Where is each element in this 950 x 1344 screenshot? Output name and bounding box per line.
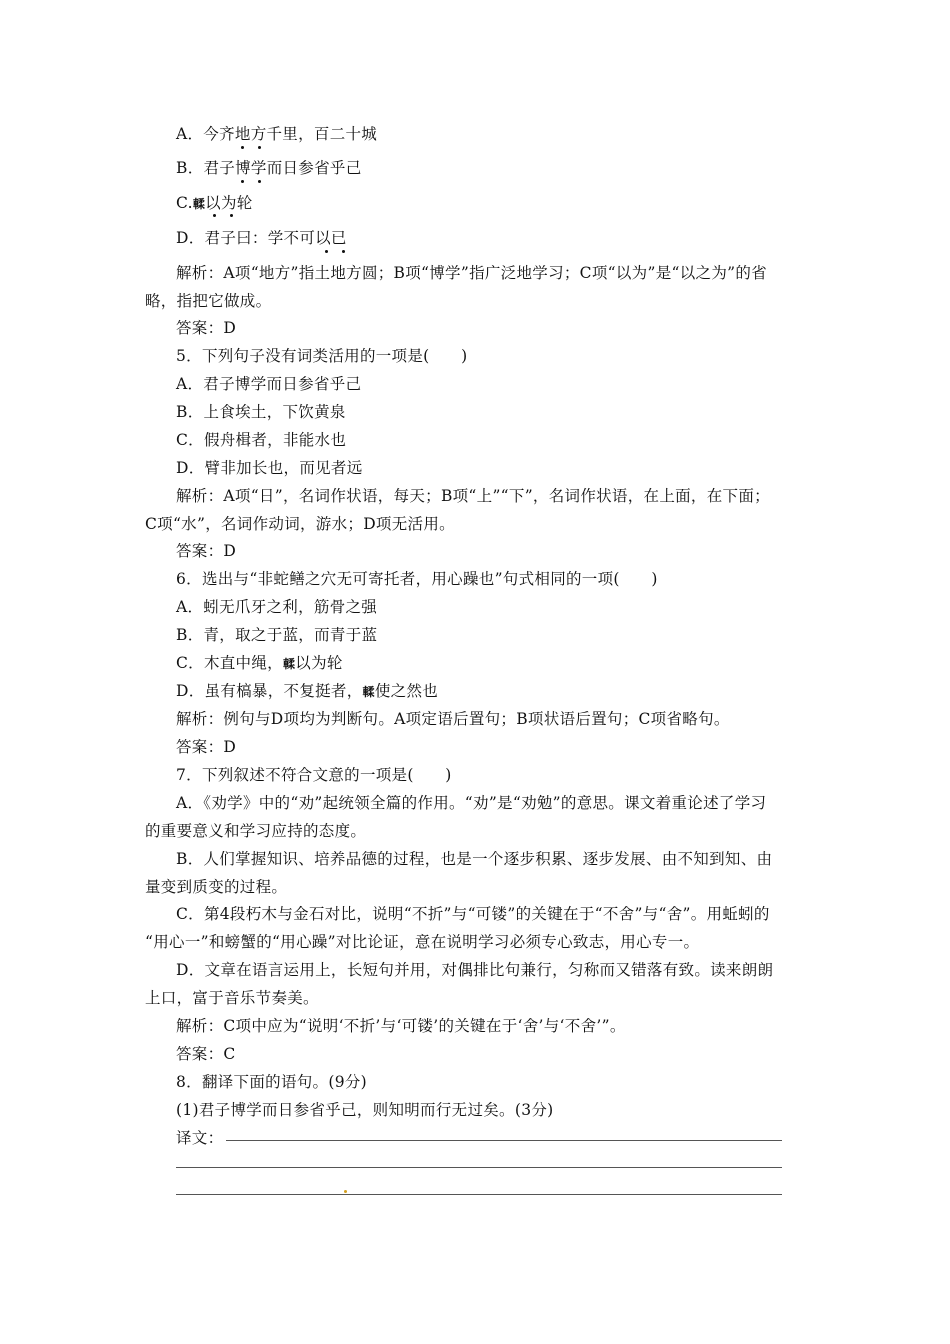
emphasis-dot — [241, 146, 244, 149]
q4-option-c — [176, 192, 253, 215]
rare-character: 輮 — [282, 657, 296, 671]
q8-translation-label: 译文： — [176, 1129, 224, 1147]
q6-option-d — [176, 680, 438, 703]
q4-option-b: B．君子博学而日参省乎己 — [176, 159, 362, 177]
answer-line[interactable] — [176, 1167, 782, 1168]
q5-analysis-line2: C项“水”，名词作动词，游水；D项无活用。 — [145, 515, 455, 533]
q6-option-a: A．蚓无爪牙之利，筋骨之强 — [176, 598, 378, 616]
q7-answer: 答案：C — [176, 1045, 236, 1063]
q7-option-a-line1: A．《劝学》中的“劝”起统领全篇的作用。“劝”是“劝勉”的意思。课文着重论述了学习 — [176, 794, 767, 812]
q6-option-d-pre: D．虽有槁暴，不复挺者， — [176, 682, 363, 700]
q6-option-c-pre: C．木直中绳， — [176, 654, 283, 672]
q7-option-c-line2: “用心一”和螃蟹的“用心躁”对比论证，意在说明学习必须专心致志，用心专一。 — [145, 933, 700, 951]
emphasis-dot — [230, 214, 233, 217]
q6-stem: 6．选出与“非蛇鳝之穴无可寄托者，用心躁也”句式相同的一项( ) — [176, 570, 658, 588]
q8-sub1: (1)君子博学而日参省乎己，则知明而行无过矣。(3分) — [176, 1101, 554, 1119]
q5-option-b: B．上食埃土，下饮黄泉 — [176, 403, 346, 421]
q4-answer: 答案：D — [176, 319, 237, 337]
emphasis-dot — [213, 214, 216, 217]
stray-mark — [344, 1190, 347, 1193]
q5-answer: 答案：D — [176, 542, 237, 560]
q4-option-c-text: 以为轮 — [205, 194, 253, 212]
q4-analysis-line1: 解析：A项“地方”指土地方圆；B项“博学”指广泛地学习；C项“以为”是“以之为”的省 — [176, 264, 767, 282]
q4-option-a — [176, 123, 377, 145]
q7-option-b-line1: B．人们掌握知识、培养品德的过程，也是一个逐步积累、逐步发展、由不知到知、由 — [176, 850, 773, 868]
emphasis-dot — [325, 250, 328, 253]
q7-option-c-line1: C．第4段朽木与金石对比，说明“不折”与“可镂”的关键在于“不舍”与“舍”。用蚯蚓的 — [176, 905, 770, 923]
q5-option-d: D．臂非加长也，而见者远 — [176, 459, 363, 477]
q6-option-c-post: 以为轮 — [295, 654, 343, 672]
q8-stem: 8．翻译下面的语句。(9分) — [176, 1073, 368, 1091]
q7-analysis: 解析：C项中应为“说明‘不折’与‘可镂’的关键在于‘舍’与‘不舍’”。 — [176, 1017, 626, 1035]
q4-analysis-line2: 略，指把它做成。 — [145, 292, 272, 310]
q7-stem: 7．下列叙述不符合文意的一项是( ) — [176, 766, 452, 784]
q5-option-a: A．君子博学而日参省乎己 — [176, 375, 362, 393]
emphasis-dot — [342, 250, 345, 253]
q6-option-c — [176, 652, 343, 675]
q4-option-c-label: C. — [176, 194, 193, 212]
q5-analysis-line1: 解析：A项“日”，名词作状语，每天；B项“上”“下”，名词作状语，在上面，在下面； — [176, 487, 770, 505]
q5-stem: 5．下列句子没有词类活用的一项是( ) — [176, 347, 468, 365]
emphasis-dot — [258, 146, 261, 149]
q4-option-d: D．君子曰：学不可以已 — [176, 229, 347, 247]
q6-option-b: B．青，取之于蓝，而青于蓝 — [176, 626, 378, 644]
answer-line[interactable] — [176, 1194, 782, 1195]
q6-analysis: 解析：例句与D项均为判断句。A项定语后置句；B项状语后置句；C项省略句。 — [176, 710, 730, 728]
q7-option-b-line2: 量变到质变的过程。 — [145, 878, 288, 896]
q6-answer: 答案：D — [176, 738, 237, 756]
rare-character: 輮 — [192, 197, 206, 211]
rare-character: 輮 — [362, 685, 375, 699]
q7-option-d-line1: D．文章在语言运用上，长短句并用，对偶排比句兼行，匀称而又错落有致。读来朗朗 — [176, 961, 774, 979]
q7-option-d-line2: 上口，富于音乐节奏美。 — [145, 989, 319, 1007]
answer-line[interactable] — [226, 1140, 782, 1141]
q6-option-d-post: 使之然也 — [374, 682, 439, 700]
emphasis-dot — [258, 180, 261, 183]
q5-option-c: C．假舟楫者，非能水也 — [176, 431, 347, 449]
emphasis-dot — [241, 180, 244, 183]
q7-option-a-line2: 的重要意义和学习应持的态度。 — [145, 822, 367, 840]
q4-option-a-text: A．今齐地方千里，百二十城 — [176, 125, 378, 143]
